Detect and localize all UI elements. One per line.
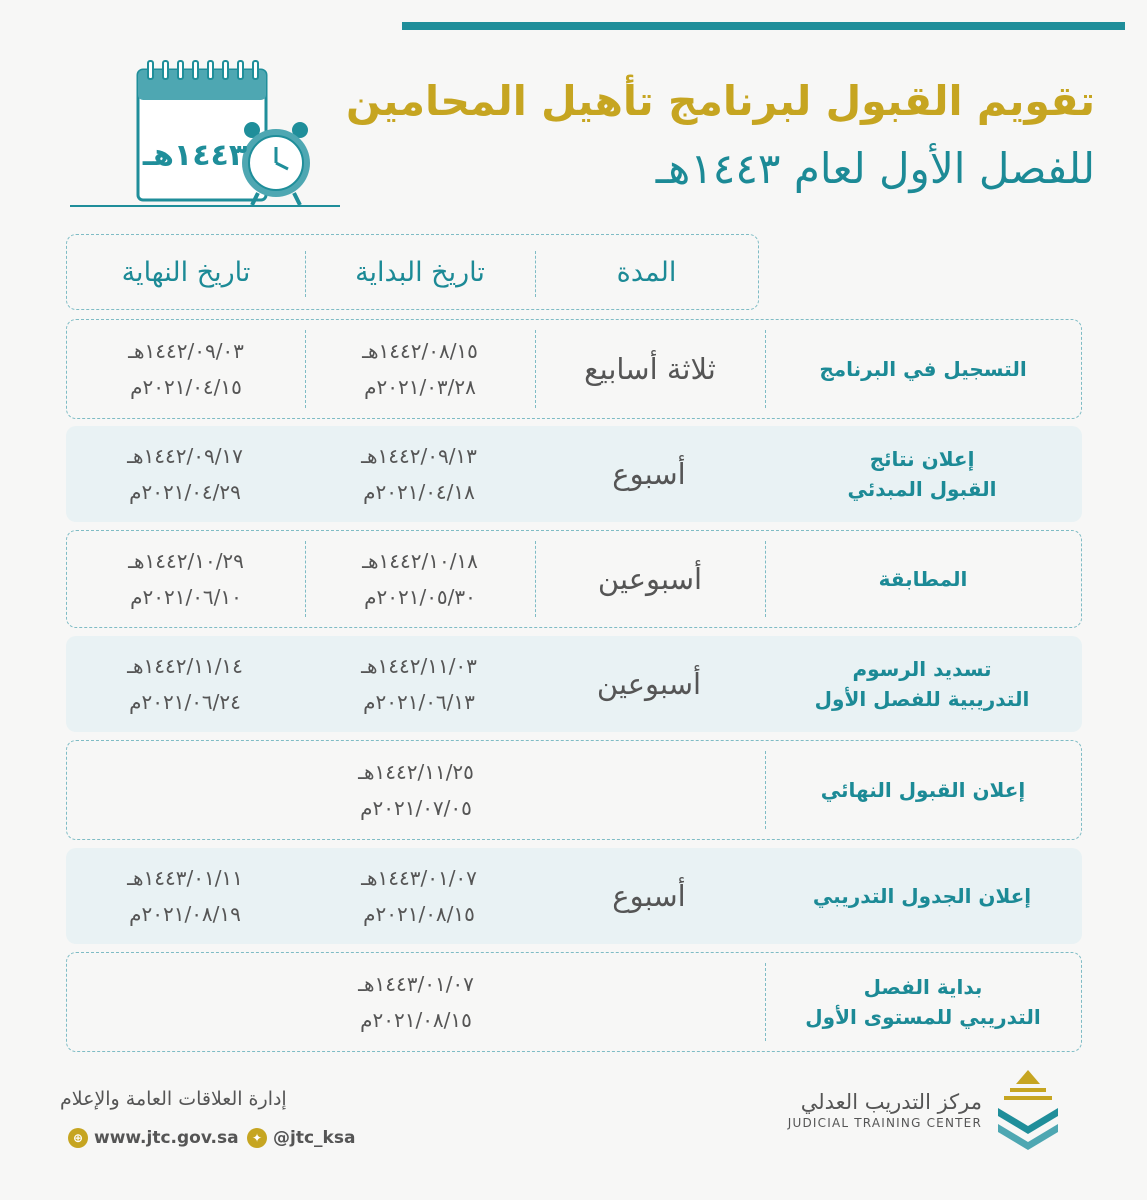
row-divider	[535, 330, 536, 408]
row-divider	[305, 330, 306, 408]
page-title: تقويم القبول لبرنامج تأهيل المحامين	[345, 77, 1095, 125]
row-end-date: ١٤٤٢/١١/١٤هـ ٢٠٢١/٠٦/٢٤م	[127, 654, 243, 714]
website-text: www.jtc.gov.sa	[94, 1128, 239, 1148]
table-header	[66, 234, 759, 310]
globe-icon: ⊕	[68, 1128, 88, 1148]
department-name: إدارة العلاقات العامة والإعلام	[60, 1088, 287, 1110]
page-subtitle: للفصل الأول لعام ١٤٤٣هـ	[655, 144, 1095, 193]
table-row	[66, 426, 1082, 522]
row-start-date: ١٤٤٢/٠٨/١٥هـ ٢٠٢١/٠٣/٢٨م	[362, 339, 478, 399]
row-label: التسجيل في البرنامج	[819, 357, 1027, 381]
row-divider	[305, 541, 306, 617]
jtc-logo-icon	[988, 1068, 1068, 1158]
top-accent-bar	[402, 22, 1125, 30]
row-label: إعلان الجدول التدريبي	[812, 884, 1032, 908]
table-row	[66, 952, 1082, 1052]
row-duration: أسبوعين	[597, 562, 703, 596]
header-start-date: تاريخ البداية	[355, 257, 485, 288]
twitter-link[interactable]	[247, 1128, 355, 1148]
logo-arabic-name: مركز التدريب العدلي	[800, 1090, 982, 1114]
row-divider	[765, 330, 766, 408]
header-divider	[305, 251, 306, 297]
row-start-date: ١٤٤٢/١١/٠٣هـ ٢٠٢١/٠٦/١٣م	[361, 654, 477, 714]
row-end-date: ١٤٤٢/١٠/٢٩هـ ٢٠٢١/٠٦/١٠م	[128, 549, 244, 609]
header-duration: المدة	[616, 257, 677, 288]
row-start-date: ١٤٤٢/٠٩/١٣هـ ٢٠٢١/٠٤/١٨م	[361, 444, 477, 504]
website-link[interactable]	[68, 1128, 239, 1148]
row-end-date: ١٤٤٣/٠١/١١هـ ٢٠٢١/٠٨/١٩م	[127, 866, 243, 926]
table-row	[66, 319, 1082, 419]
table-row	[66, 740, 1082, 840]
row-start-date: ١٤٤٣/٠١/٠٧هـ ٢٠٢١/٠٨/١٥م	[361, 866, 477, 926]
row-label: تسديد الرسوم التدريبية للفصل الأول	[814, 657, 1030, 711]
table-row	[66, 848, 1082, 944]
row-label: بداية الفصل التدريبي للمستوى الأول	[805, 975, 1041, 1029]
table-row	[66, 530, 1082, 628]
row-duration: أسبوع	[612, 457, 686, 491]
row-label: إعلان القبول النهائي	[820, 778, 1026, 802]
row-date: ١٤٤٣/٠١/٠٧هـ ٢٠٢١/٠٨/١٥م	[358, 972, 474, 1032]
row-start-date: ١٤٤٢/١٠/١٨هـ ٢٠٢١/٠٥/٣٠م	[362, 549, 478, 609]
row-duration: أسبوعين	[596, 667, 702, 701]
row-divider	[535, 541, 536, 617]
calendar-icon	[70, 55, 340, 215]
row-label: المطابقة	[878, 567, 968, 591]
twitter-handle: @jtc_ksa	[273, 1128, 356, 1148]
row-date: ١٤٤٢/١١/٢٥هـ ٢٠٢١/٠٧/٠٥م	[358, 760, 474, 820]
row-end-date: ١٤٤٢/٠٩/١٧هـ ٢٠٢١/٠٤/٢٩م	[127, 444, 243, 504]
header-end-date: تاريخ النهاية	[121, 257, 251, 288]
table-row	[66, 636, 1082, 732]
row-divider	[765, 541, 766, 617]
row-duration: ثلاثة أسابيع	[584, 352, 716, 386]
twitter-icon: ✦	[247, 1128, 267, 1148]
row-duration: أسبوع	[612, 879, 686, 913]
row-label: إعلان نتائج القبول المبدئي	[847, 447, 997, 501]
row-divider	[765, 963, 766, 1041]
row-divider	[765, 751, 766, 829]
row-end-date: ١٤٤٢/٠٩/٠٣هـ ٢٠٢١/٠٤/١٥م	[128, 339, 244, 399]
logo-english-name: JUDICIAL TRAINING CENTER	[787, 1116, 982, 1130]
header-divider	[535, 251, 536, 297]
calendar-year: ١٤٤٣هـ	[142, 138, 248, 173]
